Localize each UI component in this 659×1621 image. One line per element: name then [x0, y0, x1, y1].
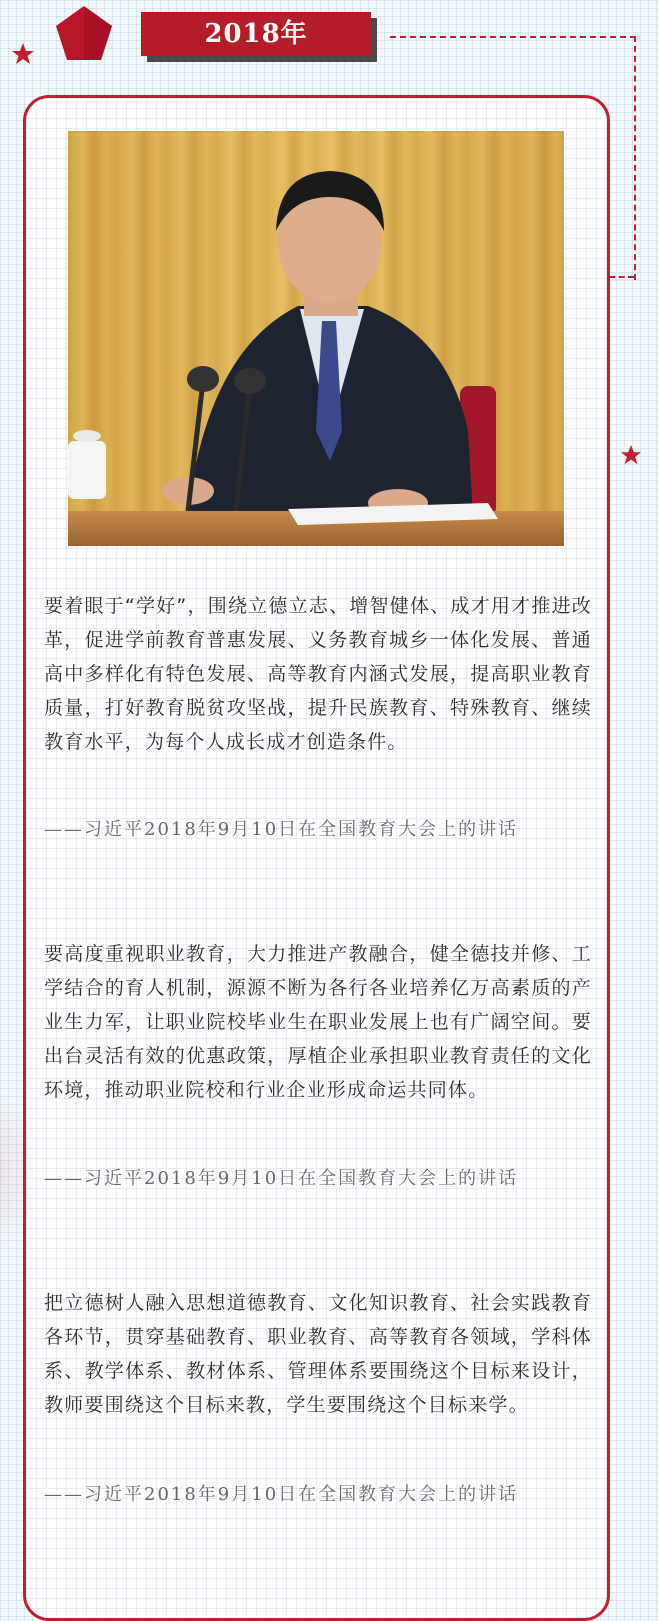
star-icon [620, 444, 642, 466]
speaker-photo-icon [68, 131, 564, 546]
year-banner: 2018年 [141, 12, 371, 56]
speaker-photo [68, 131, 564, 546]
quote-source: ——习近平2018年9月10日在全国教育大会上的讲话 [44, 1168, 519, 1189]
quote-text: 把立德树人融入思想道德教育、文化知识教育、社会实践教育各环节，贯穿基础教育、职业教育、高等教育各领域，学科体系、教学体系、教材体系、管理体系要围绕这个目标来设计，教师要围绕这个目标来教，学生要围绕这个目标来学。 [44, 1292, 592, 1416]
quote-source: ——习近平2018年9月10日在全国教育大会上的讲话 [44, 819, 519, 840]
star-icon [11, 42, 35, 66]
quote-source: ——习近平2018年9月10日在全国教育大会上的讲话 [44, 1484, 519, 1505]
quote-text: 要高度重视职业教育，大力推进产教融合，健全德技并修、工学结合的育人机制，源源不断为各行各业培养亿万高素质的产业生力军，让职业院校毕业生在职业发展上也有广阔空间。要出台灵活有效的优惠政策，厚植企业承担职业教育责任的文化环境，推动职业院校和行业企业形成命运共同体。 [44, 943, 592, 1101]
pentagon-icon [54, 4, 114, 62]
quote-text: 要着眼于“学好”，围绕立德立志、增智健体、成才用才推进改革，促进学前教育普惠发展、义务教育城乡一体化发展、普通高中多样化有特色发展、高等教育内涵式发展，提高职业教育质量，打好教育脱贫攻坚战，提升民族教育、特殊教育、继续教育水平，为每个人成长成才创造条件。 [44, 595, 592, 753]
